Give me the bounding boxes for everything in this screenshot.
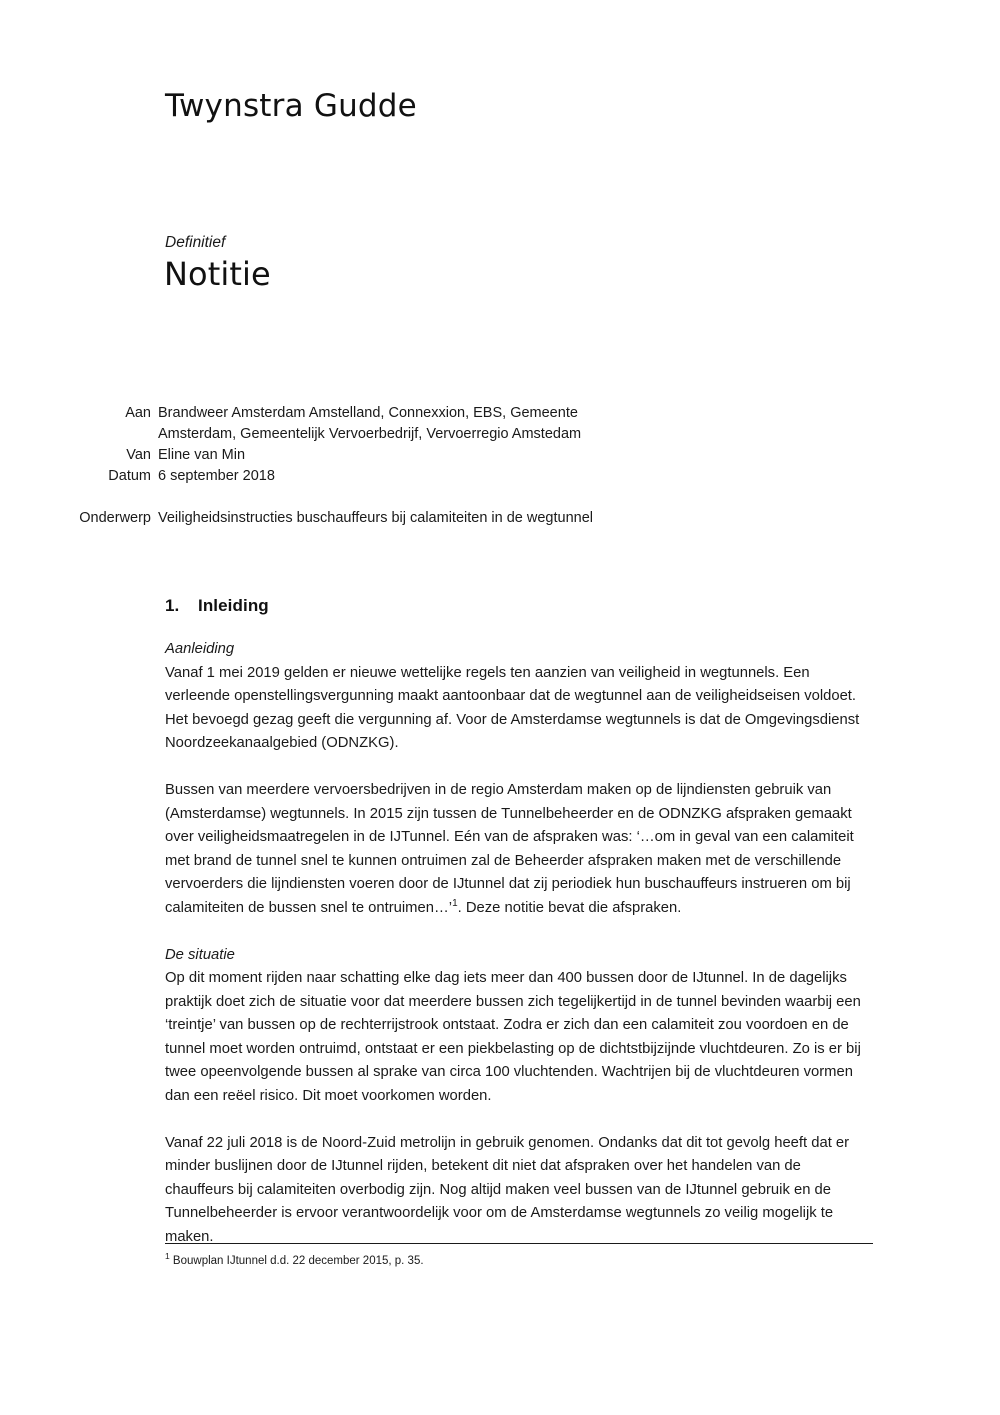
metadata-row-datum [0,466,1000,487]
company-logo: Twynstra Gudde [165,88,417,124]
document-body [165,596,873,1249]
paragraph-aanleiding-2-tail: . Deze notitie bevat die afspraken. [457,899,682,916]
footnote-area [165,1243,873,1269]
paragraph-situatie-1: Op dit moment rijden naar schatting elke dag iets meer dan 400 bussen door de IJtunnel. In de dagelijks praktijk doet zich de situatie voor dat meerdere bussen zich tegelijkertijd in de tunnel bevinden waarbij een ‘treintje’ van bussen op de rechterrijstrook ontstaat. Zodra er zich dan een calamiteit zou voordoen en de tunnel moet worden ontruimd, ontstaat er een piekbelasting op de dichtstbijzijnde vluchtdeuren. Zo is er bij twee opeenvolgende bussen al sprake van circa 100 vluchtenden. Wachtrijen bij de vluchtdeuren vormen dan een reëel risico. Dit moet voorkomen worden. [165,970,861,1104]
metadata-value-van: Eline van Min [158,447,246,463]
metadata-value-aan-line1: Brandweer Amsterdam Amstelland, Connexxion, EBS, Gemeente [158,405,578,421]
document-status: Definitief [165,234,226,251]
section-title: Inleiding [198,596,269,615]
footnote-text: Bouwplan IJtunnel d.d. 22 december 2015, p. 35. [169,1255,424,1267]
metadata-value-aan-line2: Amsterdam, Gemeentelijk Vervoerbedrijf, Vervoerregio Amstedam [158,426,582,442]
metadata-value-onderwerp: Veiligheidsinstructies buschauffeurs bij calamiteiten in de wegtunnel [158,510,593,526]
paragraph-aanleiding-1: Vanaf 1 mei 2019 gelden er nieuwe wettelijke regels ten aanzien van veiligheid in wegtunnels. Een verleende openstellingsvergunning maakt aantoonbaar dat de wegtunnel aan de veiligheidseisen voldoet. Het bevoegd gezag geeft die vergunning af. Voor de Amsterdamse wegtunnels is dat de Omgevingsdienst Noordzeekanaalgebied (ODNZKG). [165,664,860,751]
metadata-value-datum: 6 september 2018 [158,468,275,484]
footnote-reference-1[interactable]: 1 [452,897,458,909]
paragraph-spacer [165,756,873,780]
subheading-aanleiding: Aanleiding [165,641,235,657]
document-metadata [0,403,1000,529]
section-heading-inleiding [165,596,873,616]
paragraph-aanleiding-2-text: Bussen van meerdere vervoersbedrijven in de regio Amsterdam maken op de lijndiensten gebruik van (Amsterdamse) wegtunnels. In 2015 zijn tussen de Tunnelbeheerder en de ODNZKG afspraken gemaakt over veiligheidsmaatregelen in de IJTunnel. Eén van de afspraken was: ‘…om in geval van een calamiteit met brand de tunnel snel te kunnen ontruimen zal de Beheerder afspraken maken met de verschillende vervoerders die lijndiensten voeren door de IJtunnel dat zij periodiek hun buschauffeurs instrueren om bij calamiteiten de bussen snel te ontruimen…’ [165,782,854,916]
paragraph-spacer [165,1108,873,1132]
subheading-de-situatie: De situatie [165,946,235,963]
metadata-row-aan [0,403,1000,445]
section-number: 1. [165,596,180,615]
footnote-separator [165,1243,873,1244]
paragraph-situatie-2: Vanaf 22 juli 2018 is de Noord-Zuid metrolijn in gebruik genomen. Ondanks dat dit tot gevolg heeft dat er minder buslijnen door de IJtunnel rijden, betekent dit niet dat afspraken over het handelen van de chauffeurs bij calamiteiten overbodig zijn. Nog altijd maken veel bussen van de IJtunnel gebruik en de Tunnelbeheerder is ervoor verantwoordelijk voor om de Amsterdamse wegtunnels zo veilig mogelijk te maken. [165,1134,850,1245]
metadata-label-van: Van [126,447,151,463]
paragraph-spacer [165,920,873,944]
metadata-row-onderwerp [0,508,1000,529]
paragraph-aanleiding-2 [165,779,873,920]
metadata-label-onderwerp: Onderwerp [79,510,151,526]
footnote-marker: 1 [165,1251,170,1262]
metadata-row-van [0,445,1000,466]
metadata-label-aan: Aan [125,405,151,421]
metadata-value-aan [158,403,718,445]
footnote-entry-1 [165,1253,873,1269]
page-title: Notitie [164,255,271,293]
metadata-label-datum: Datum [108,468,151,484]
